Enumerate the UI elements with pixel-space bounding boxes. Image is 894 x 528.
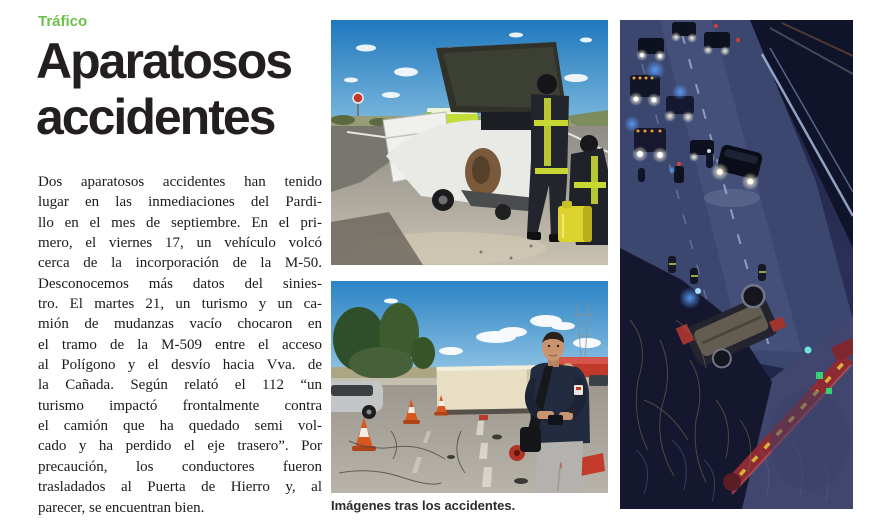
overturned-truck-image xyxy=(331,281,608,493)
body-line: Desconocemos más datos del sinies- xyxy=(38,275,322,292)
body-line: el tramo de la M-509 entre el acceso xyxy=(38,336,322,353)
body-line: mión de mudanzas vacío chocaron en xyxy=(38,316,322,333)
day-crash-image xyxy=(331,20,608,265)
headline-line-2: accidentes xyxy=(36,89,275,145)
article-body xyxy=(38,172,322,518)
body-line: turismo impactó frontalmente contra xyxy=(38,397,322,414)
body-line: lugar en las inmediaciones del Pardi- xyxy=(38,194,322,211)
photo-overturned-truck xyxy=(331,281,608,493)
body-line: la Cañada. Según relató el 112 “un xyxy=(38,377,322,394)
article-headline xyxy=(36,33,291,145)
body-line: trasladados al Puerta de Hierro y, al xyxy=(38,479,322,496)
photo-caption: Imágenes tras los accidentes. xyxy=(331,498,516,513)
section-kicker: Tráfico xyxy=(38,13,88,30)
body-line: parecer, se encuentran bien. xyxy=(38,499,205,516)
night-aerial-image xyxy=(620,20,853,509)
photo-day-crash xyxy=(331,20,608,265)
headline-line-1: Aparatosos xyxy=(36,33,292,89)
yellow-jerrycan xyxy=(558,201,592,242)
photo-night-aerial xyxy=(620,20,853,509)
body-line: llo en el mes de septiembre. En el pri- xyxy=(38,214,322,231)
body-line: tro. El martes 21, un turismo y un ca- xyxy=(38,296,322,313)
body-line: mero, el viernes 17, un vehículo volcó xyxy=(38,235,322,252)
body-line: cerca de la incorporación de la M-50. xyxy=(38,255,322,272)
body-line: precaución, los conductores fueron xyxy=(38,458,322,475)
body-line: al Polígono y el desvío hacia Vva. de xyxy=(38,357,322,374)
body-line: el camión que ha quedado semi vol- xyxy=(38,418,322,435)
body-line: cado y ha perdido el eje trasero”. Por xyxy=(38,438,322,455)
body-line: Dos aparatosos accidentes han tenido xyxy=(38,174,322,190)
